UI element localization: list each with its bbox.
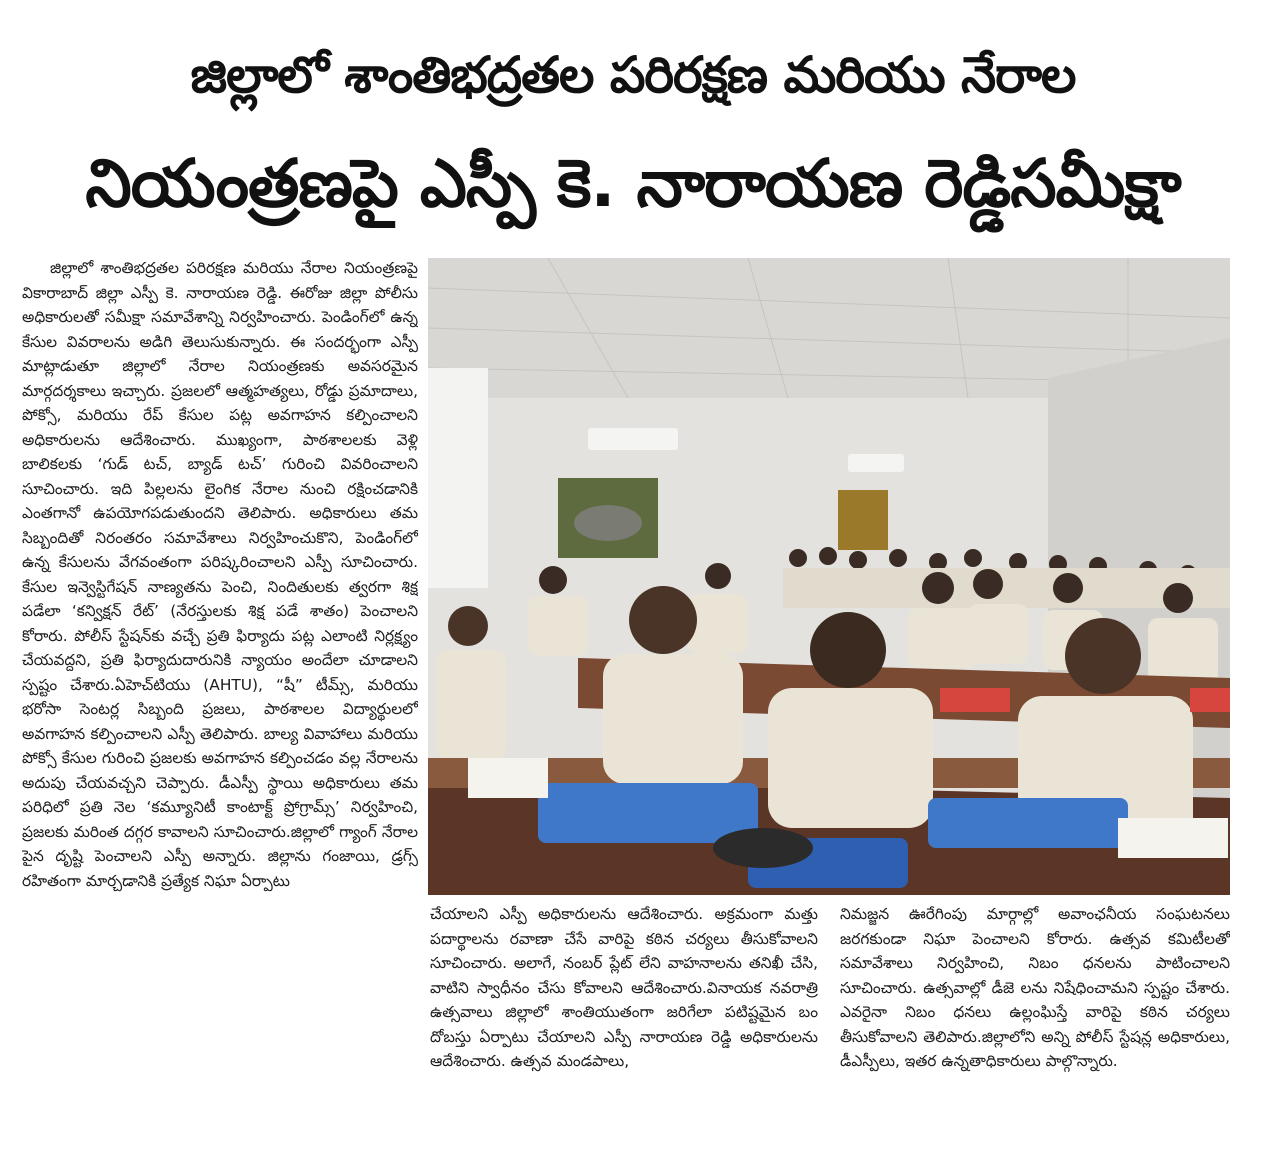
headline-line-2: నియంత్రణపై ఎస్పీ కె. నారాయణ రెడ్డిసమీక్షా <box>85 145 1181 222</box>
meeting-photo-illustration <box>428 258 1230 895</box>
article-column-middle: చేయాలని ఎస్పీ అధికారులను ఆదేశించారు. అక్రమంగా మత్తు పదార్థాలను రవాణా చేసే వారిపై కఠిన చర్యలు తీసుకోవాలని సూచించారు. అలాగే, నంబర్ ప్లేట్ లేని వాహనాలను తనిఖీ చేసి, వాటిని స్వాధీనం చేసు కోవాలని ఆదేశించారు.వినాయక నవరాత్రి ఉత్సవాలు జిల్లాలో శాంతియుతంగా జరిగేలా పటిష్టమైన బం దోబస్తు ఏర్పాటు చేయాలని ఎస్పీ నారాయణ రెడ్డి అధికారులను ఆదేశించారు. ఉత్సవ మండపాలు, <box>430 905 818 1070</box>
article-column-left: జిల్లాలో శాంతిభద్రతల పరిరక్షణ మరియు నేరాల నియంత్రణపై వికారాబాద్ జిల్లా ఎస్పీ కె. నారాయణ రెడ్డి. ఈరోజు జిల్లా పోలీసు అధికారులతో సమీక్షా సమావేశాన్ని నిర్వహించారు. పెండింగ్‌లో ఉన్న కేసుల వివరాలను అడిగి తెలుసుకున్నారు. ఈ సందర్భంగా ఎస్పీ మాట్లాడుతూ జిల్లాలో నేరాల నియంత్రణకు అవసరమైన మార్గదర్శకాలు ఇచ్చారు. ప్రజలలో ఆత్మహత్యలు, రోడ్డు ప్రమాదాలు, పోక్సో, మరియు రేప్ కేసుల పట్ల అవగాహన కల్పించాలని అధికారులను ఆదేశించారు. ముఖ్యంగా, పాఠశాలలకు వెళ్లి బాలికలకు ‘గుడ్ టచ్, బ్యాడ్ టచ్’ గురించి వివరించాలని సూచించారు. ఇది పిల్లలను లైంగిక నేరాల నుంచి రక్షించడానికి ఎంతగానో ఉపయోగపడుతుందని తెలిపారు. అధికారులు తమ సిబ్బందితో నిరంతరం సమావేశాలు నిర్వహించుకొని, పెండింగ్‌లో ఉన్న కేసులను వేగవంతంగా పరిష్కరించాలని ఎస్పీ సూచించారు. కేసుల ఇన్వెస్టిగేషన్ నాణ్యతను పెంచి, నిందితులకు త్వరగా శిక్ష పడేలా ‘కన్విక్షన్ రేట్’ (నేరస్తులకు శిక్ష పడే శాతం) పెంచాలని కోరారు. పోలీస్ స్టేషన్‌కు వచ్చే ప్రతి ఫిర్యాదు పట్ల ఎలాంటి నిర్లక్ష్యం చేయవద్దని, ప్రతి ఫిర్యాదుదారునికి న్యాయం అందేలా చూడాలని స్పష్టం చేశారు.ఏహెచ్‌టియు (AHTU), “షీ” టీమ్స్, మరియు భరోసా సెంటర్ల సిబ్బంది ప్రజలు, పాఠశాలల విద్యార్థులలో అవగాహన కల్పించాలని ఎస్పీ తెలిపారు. బాల్య వివాహాలు మరియు పోక్సో కేసుల గురించి ప్రజలకు అవగాహన కల్పించడం వల్ల నేరాలను అదుపు చేయవచ్చని చెప్పారు. డీఎస్పీ స్థాయి అధికారులు తమ పరిధిలో ప్రతి నెల ‘కమ్యూనిటీ కాంటాక్ట్ ప్రోగ్రామ్స్’ నిర్వహించి, ప్రజలకు మరింత దగ్గర కావాలని సూచించారు.జిల్లాలో గ్యాంగ్ నేరాల పైన దృష్టి పెంచాలని ఎస్పీ అన్నారు. జిల్లాను గంజాయి, డ్రగ్స్ రహితంగా మార్చడానికి ప్రత్యేక నిఘా ఏర్పాటు <box>22 259 418 890</box>
meeting-photo <box>428 258 1230 895</box>
article-column-right: నిమజ్జన ఊరేగింపు మార్గాల్లో అవాంఛనీయ సంఘటనలు జరగకుండా నిఘా పెంచాలని కోరారు. ఉత్సవ కమిటీలతో సమావేశాలు నిర్వహించి, నిబం ధనలను పాటించాలని సూచించారు. ఉత్సవాల్లో డీజె లను నిషేధించామని స్పష్టం చేశారు. ఎవరైనా నిబం ధనలు ఉల్లంఘిస్తే వారిపై కఠిన చర్యలు తీసుకోవాలని తెలిపారు.జిల్లాలోని అన్ని పోలీస్ స్టేషన్ల అధికారులు, డీఎస్పీలు, ఇతర ఉన్నతాధికారులు పాల్గొన్నారు. <box>840 905 1230 1070</box>
headline-line-1: జిల్లాలో శాంతిభద్రతల పరిరక్షణ మరియు నేరాల <box>190 46 1076 104</box>
